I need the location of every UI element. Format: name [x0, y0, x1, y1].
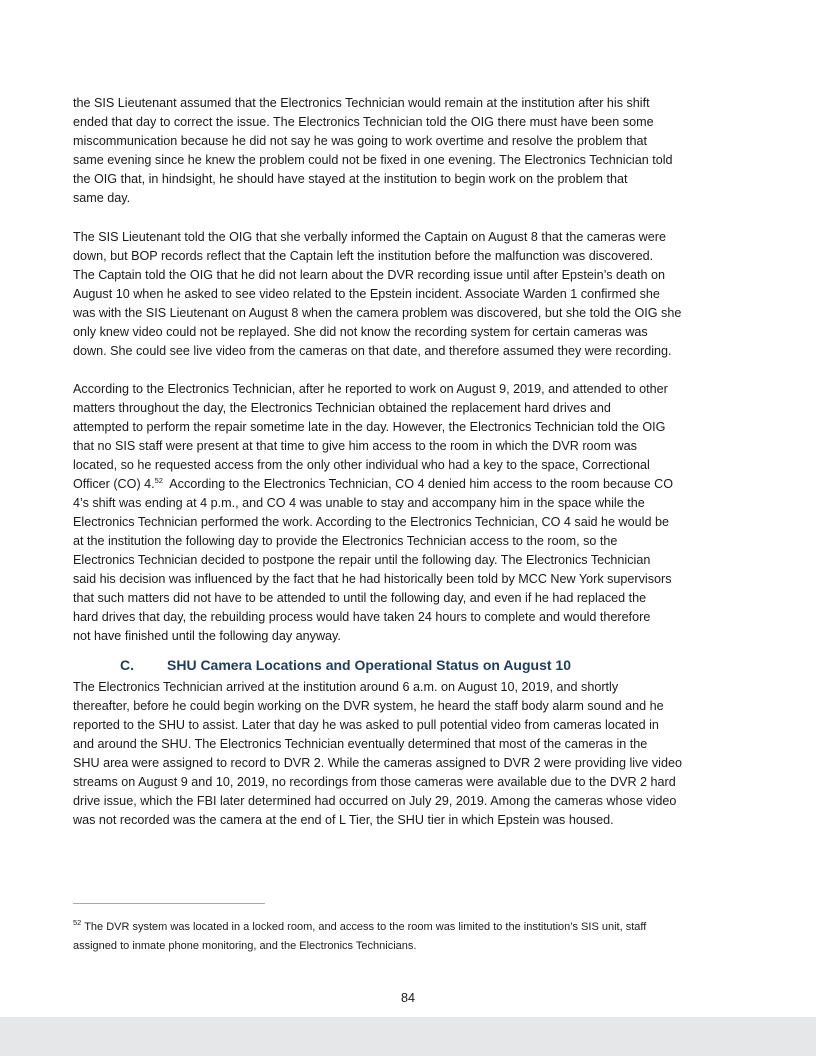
line-text: attempted to perform the repair sometime late in the day. However, the Electronics Technician told the OIG — [73, 420, 666, 434]
text-line — [73, 323, 763, 342]
footnote-number: 52 — [73, 918, 82, 927]
line-text: Officer (CO) 4. — [73, 477, 155, 491]
line-text: August 10 when he asked to see video related to the Epstein incident. Associate Warden 1 confirmed she — [73, 287, 660, 301]
section-letter: C. — [120, 657, 134, 673]
text-line — [73, 418, 763, 437]
line-text: SHU area were assigned to record to DVR 2. While the cameras assigned to DVR 2 were providing live video — [73, 756, 682, 770]
page-number: 84 — [400, 991, 415, 1005]
text-line — [73, 532, 763, 551]
text-line — [73, 678, 763, 697]
text-line — [73, 773, 763, 792]
text-line — [73, 266, 763, 285]
text-line — [73, 697, 763, 716]
text-line — [73, 475, 763, 494]
footnote-divider — [73, 903, 265, 904]
text-line — [73, 627, 763, 646]
text-line — [73, 189, 763, 208]
text-line — [73, 735, 763, 754]
text-line — [73, 170, 763, 189]
text-line — [73, 304, 763, 323]
text-line — [73, 94, 763, 113]
line-text: not have finished until the following day anyway. — [73, 629, 341, 643]
line-text: only knew video could not be replayed. She did not know the recording system for certain cameras was — [73, 325, 648, 339]
line-text: down, but BOP records reflect that the Captain left the institution before the malfunction was discovered. — [73, 249, 654, 263]
section-title: SHU Camera Locations and Operational Status on August 10 — [167, 657, 571, 673]
line-text: same day. — [73, 191, 131, 205]
text-line — [73, 494, 763, 513]
paragraph — [73, 380, 763, 646]
line-text: ended that day to correct the issue. The Electronics Technician told the OIG there must have been some — [73, 115, 654, 129]
text-line — [73, 228, 763, 247]
line-text: at the institution the following day to provide the Electronics Technician access to the room, so the — [73, 534, 618, 548]
paragraph — [73, 94, 763, 208]
line-text: Electronics Technician performed the work. According to the Electronics Technician, CO 4 said he would be — [73, 515, 669, 529]
text-line — [73, 342, 763, 361]
footnote-text: assigned to inmate phone monitoring, and the Electronics Technicians. — [73, 940, 417, 952]
line-text: said his decision was influenced by the fact that he had historically been told by MCC New York supervisors — [73, 572, 672, 586]
line-text: located, so he requested access from the only other individual who had a key to the space, Correctional — [73, 458, 650, 472]
line-text: Electronics Technician decided to postpone the repair until the following day. The Electronics Technician — [73, 553, 651, 567]
footnote — [73, 918, 763, 956]
text-line — [73, 754, 763, 773]
text-line — [73, 132, 763, 151]
line-text: the SIS Lieutenant assumed that the Electronics Technician would remain at the institution after his shift — [73, 96, 650, 110]
text-line — [73, 551, 763, 570]
line-text: The Captain told the OIG that he did not learn about the DVR recording issue until after Epstein’s death on — [73, 268, 666, 282]
line-text: and around the SHU. The Electronics Technician eventually determined that most of the cameras in the — [73, 737, 648, 751]
line-text: matters throughout the day, the Electronics Technician obtained the replacement hard drives and — [73, 401, 611, 415]
line-text: According to the Electronics Technician, after he reported to work on August 9, 2019, and attended to other — [73, 382, 668, 396]
line-text: hard drives that day, the rebuilding process would have taken 24 hours to complete and would therefore — [73, 610, 651, 624]
line-text: reported to the SHU to assist. Later that day he was asked to pull potential video from cameras located in — [73, 718, 659, 732]
text-line — [73, 456, 763, 475]
text-line — [73, 151, 763, 170]
line-text: same evening since he knew the problem could not be fixed in one evening. The Electronics Technician told — [73, 153, 673, 167]
text-line — [73, 437, 763, 456]
line-text: that no SIS staff were present at that time to give him access to the room in which the DVR room was — [73, 439, 637, 453]
line-text: down. She could see live video from the cameras on that date, and therefore assumed they were recording. — [73, 344, 672, 358]
line-text: that such matters did not have to be attended to until the following day, and even if he had replaced the — [73, 591, 647, 605]
line-text: was not recorded was the camera at the end of L Tier, the SHU tier in which Epstein was housed. — [73, 813, 614, 827]
line-text: miscommunication because he did not say he was going to work overtime and resolve the problem that — [73, 134, 648, 148]
footnote-text: The DVR system was located in a locked room, and access to the room was limited to the institution’s SIS unit, staff — [81, 921, 647, 933]
line-text: the OIG that, in hindsight, he should have stayed at the institution to begin work on the problem that — [73, 172, 628, 186]
line-text: According to the Electronics Technician, CO 4 denied him access to the room because CO — [162, 477, 674, 491]
text-line — [73, 811, 763, 830]
text-line — [73, 399, 763, 418]
line-text: was with the SIS Lieutenant on August 8 when the camera problem was discovered, but she told the OIG she — [73, 306, 682, 320]
paragraph — [73, 228, 763, 361]
text-line — [73, 247, 763, 266]
line-text: The Electronics Technician arrived at the institution around 6 a.m. on August 10, 2019, and shortly — [73, 680, 619, 694]
text-line — [73, 285, 763, 304]
text-line — [73, 792, 763, 811]
text-line — [73, 513, 763, 532]
text-line — [73, 113, 763, 132]
line-text: streams on August 9 and 10, 2019, no recordings from those cameras were available due to the DVR 2 hard — [73, 775, 676, 789]
paragraph — [73, 678, 763, 830]
line-text: 4’s shift was ending at 4 p.m., and CO 4 was unable to stay and accompany him in the space while the — [73, 496, 645, 510]
line-text: The SIS Lieutenant told the OIG that she verbally informed the Captain on August 8 that the cameras were — [73, 230, 666, 244]
text-line — [73, 716, 763, 735]
line-text: thereafter, before he could begin working on the DVR system, he heard the staff body alarm sound and he — [73, 699, 664, 713]
text-line — [73, 380, 763, 399]
text-line — [73, 589, 763, 608]
footnote-reference[interactable]: 52 — [154, 476, 163, 485]
text-line — [73, 608, 763, 627]
text-line — [73, 570, 763, 589]
line-text: drive issue, which the FBI later determined had occurred on July 29, 2019. Among the cameras whose video — [73, 794, 677, 808]
section-heading — [120, 657, 571, 673]
